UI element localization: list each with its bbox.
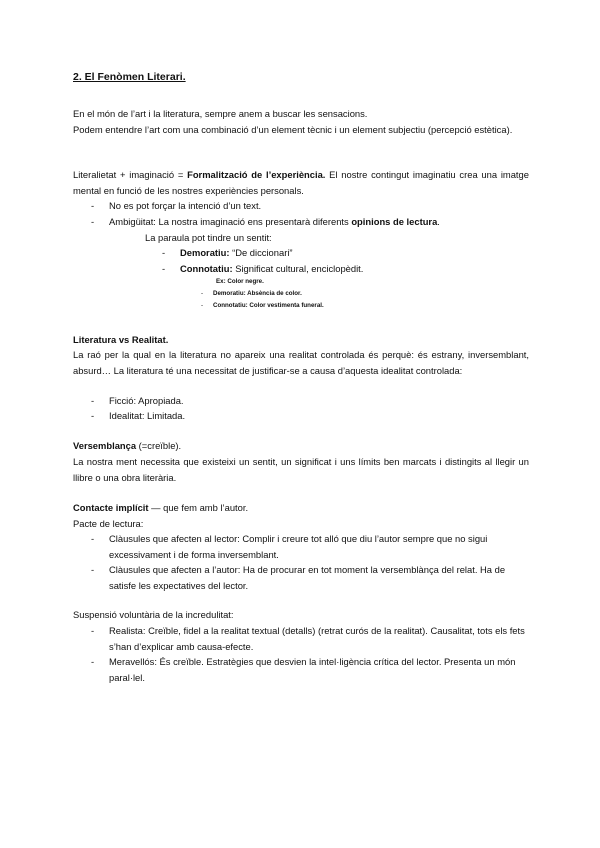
list-item: - Demoratiu: “De diccionari” (162, 247, 293, 258)
list-item: - Ficció: Apropiada. (91, 395, 184, 406)
versemblanca-paragraph: La nostra ment necessita que existeixi un sentit, un significat i uns límits ben marcats i distingits al llegir un llibre o una obra literària. (73, 456, 529, 483)
realitat-heading: Literatura vs Realitat. (73, 334, 169, 345)
list-item: - Realista: Creïble, fidel a la realitat textual (detalls) (retrat curós de la realitat). Causalitat, tots els fets s’han d’explicar amb causa-efecte. (91, 625, 525, 652)
list-item: - Meravellós: És creïble. Estratègies que desvien la intel·ligència crítica del lector. Presenta un món paral·lel. (91, 656, 516, 683)
list-item: - No es pot forçar la intenció d’un text. (91, 200, 262, 211)
list-item: - Connotatiu: Color vestimenta funeral. (201, 302, 324, 309)
intro-line-1: En el món de l’art i la literatura, sempre anem a buscar les sensacions. (73, 108, 368, 119)
realitat-paragraph: La raó per la qual en la literatura no apareix una realitat controlada és perquè: és estrany, inversemblant, absurd… La literatura té una necessitat de justificar-se a causa d’aquesta idealitat controlada: (73, 349, 529, 376)
list-item: - Idealitat: Limitada. (91, 410, 186, 421)
list-item: - Connotatiu: Significat cultural, enciclopèdit. (162, 263, 364, 274)
literalitat-paragraph (73, 167, 529, 198)
example-label: Ex: Color negre. (216, 278, 264, 285)
suspensio-label: Suspensió voluntària de la incredulitat: (73, 609, 234, 620)
pacte-label: Pacte de lectura: (73, 518, 144, 529)
literalitat-lead-bold: Formalització de l’experiència. (187, 169, 326, 180)
list-item: - Clàusules que afecten al lector: Complir i creure tot alló que diu l’autor sempre que no sigui excessivament i de forma inversemblant. (91, 533, 488, 560)
list-item: - Clàusules que afecten a l’autor: Ha de procurar en tot moment la versemblànça del relat. Ha de satisfe les expectatives del lector. (91, 564, 506, 591)
literalitat-rest: El nostre contingut imaginatiu crea una imatge mental en funció de les nostres experiències personals. (73, 169, 529, 196)
contacte-heading: Contacte implícit — que fem amb l’autor. (73, 502, 249, 513)
intro-line-2: Podem entendre l’art com una combinació d’un element tècnic i un element subjectiu (percepció estètica). (73, 124, 513, 135)
literalitat-lead: Literalietat + imaginació = (73, 169, 188, 180)
section-title: 2. El Fenòmen Literari. (73, 71, 186, 83)
list-item: - Ambigüitat: La nostra imaginació ens presentarà diferents opinions de lectura. (91, 216, 440, 227)
list-item: - Demoratiu: Absència de color. (201, 290, 302, 297)
sentit-label: La paraula pot tindre un sentit: (145, 232, 272, 243)
versemblanca-heading: Versemblança (=creïble). (73, 440, 182, 451)
